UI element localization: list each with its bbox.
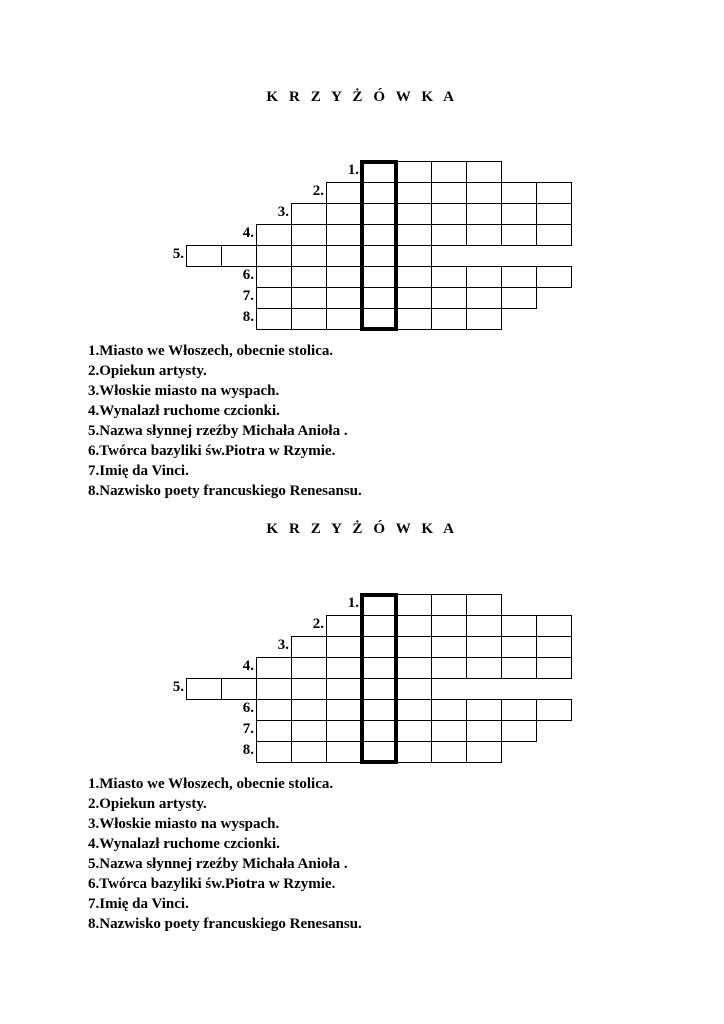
crossword-cell[interactable] <box>536 657 572 679</box>
crossword-cell[interactable] <box>431 287 467 309</box>
clue-7: 7.Imię da Vinci. <box>88 463 189 479</box>
crossword-cell[interactable] <box>326 287 362 309</box>
row-number: 6. <box>242 700 254 716</box>
crossword-cell[interactable] <box>326 203 362 225</box>
crossword-cell[interactable] <box>396 741 432 763</box>
crossword-cell[interactable] <box>466 308 502 330</box>
key-column-frame <box>360 593 398 764</box>
row-number: 2. <box>312 616 324 632</box>
crossword-cell[interactable] <box>431 182 467 204</box>
crossword-cell[interactable] <box>396 699 432 721</box>
crossword-cell[interactable] <box>291 287 327 309</box>
row-number: 8. <box>242 309 254 325</box>
crossword-cell[interactable] <box>466 615 502 637</box>
crossword-cell[interactable] <box>396 245 432 267</box>
row-number: 7. <box>242 288 254 304</box>
crossword-cell[interactable] <box>501 266 537 288</box>
crossword-cell[interactable] <box>256 720 292 742</box>
crossword-cell[interactable] <box>466 636 502 658</box>
crossword-cell[interactable] <box>466 182 502 204</box>
crossword-cell[interactable] <box>396 678 432 700</box>
crossword-cell[interactable] <box>256 741 292 763</box>
row-number: 5. <box>172 679 184 695</box>
crossword-cell[interactable] <box>431 699 467 721</box>
row-number: 3. <box>277 637 289 653</box>
clue-2: 2.Opiekun artysty. <box>88 363 207 379</box>
crossword-cell[interactable] <box>291 224 327 246</box>
crossword-cell[interactable] <box>396 636 432 658</box>
crossword-cell[interactable] <box>536 203 572 225</box>
crossword-cell[interactable] <box>501 657 537 679</box>
crossword-cell[interactable] <box>396 287 432 309</box>
crossword-cell[interactable] <box>501 615 537 637</box>
crossword-cell[interactable] <box>431 161 467 183</box>
crossword-cell[interactable] <box>221 245 257 267</box>
row-number: 4. <box>242 658 254 674</box>
clue-2: 2.Opiekun artysty. <box>88 796 207 812</box>
crossword-cell[interactable] <box>291 245 327 267</box>
crossword-cell[interactable] <box>256 245 292 267</box>
crossword-cell[interactable] <box>431 741 467 763</box>
crossword-cell[interactable] <box>431 615 467 637</box>
crossword-cell[interactable] <box>396 224 432 246</box>
crossword-cell[interactable] <box>431 594 467 616</box>
crossword-cell[interactable] <box>186 678 222 700</box>
crossword-cell[interactable] <box>396 594 432 616</box>
clue-3: 3.Włoskie miasto na wyspach. <box>88 816 280 832</box>
crossword-cell[interactable] <box>291 636 327 658</box>
crossword-cell[interactable] <box>396 308 432 330</box>
crossword-cell[interactable] <box>501 636 537 658</box>
crossword-cell[interactable] <box>396 657 432 679</box>
clue-5: 5.Nazwa słynnej rzeźby Michała Anioła . <box>88 423 348 439</box>
clue-7: 7.Imię da Vinci. <box>88 896 189 912</box>
crossword-cell[interactable] <box>431 203 467 225</box>
crossword-cell[interactable] <box>396 266 432 288</box>
crossword-cell[interactable] <box>501 287 537 309</box>
crossword-cell[interactable] <box>431 636 467 658</box>
row-number: 5. <box>172 246 184 262</box>
crossword-cell[interactable] <box>466 203 502 225</box>
crossword-cell[interactable] <box>291 266 327 288</box>
crossword-cell[interactable] <box>431 266 467 288</box>
crossword-cell[interactable] <box>396 720 432 742</box>
crossword-cell[interactable] <box>466 657 502 679</box>
crossword-cell[interactable] <box>256 224 292 246</box>
clue-4: 4.Wynalazł ruchome czcionki. <box>88 403 280 419</box>
row-number: 1. <box>347 162 359 178</box>
crossword-cell[interactable] <box>466 266 502 288</box>
row-number: 6. <box>242 267 254 283</box>
crossword-cell[interactable] <box>501 699 537 721</box>
row-number: 2. <box>312 183 324 199</box>
crossword-cell[interactable] <box>501 224 537 246</box>
crossword-cell[interactable] <box>326 678 362 700</box>
crossword-cell[interactable] <box>466 720 502 742</box>
crossword-cell[interactable] <box>256 657 292 679</box>
row-number: 1. <box>347 595 359 611</box>
crossword-cell[interactable] <box>326 720 362 742</box>
crossword-cell[interactable] <box>536 699 572 721</box>
clue-5: 5.Nazwa słynnej rzeźby Michała Anioła . <box>88 856 348 872</box>
crossword-cell[interactable] <box>291 203 327 225</box>
puzzle-title: K R Z Y Ż Ó W K A <box>266 521 458 537</box>
crossword-cell[interactable] <box>396 182 432 204</box>
crossword-cell[interactable] <box>291 678 327 700</box>
clue-6: 6.Twórca bazyliki św.Piotra w Rzymie. <box>88 876 336 892</box>
crossword-cell[interactable] <box>326 657 362 679</box>
clue-1: 1.Miasto we Włoszech, obecnie stolica. <box>88 776 334 792</box>
clue-8: 8.Nazwisko poety francuskiego Renesansu. <box>88 483 362 499</box>
crossword-cell[interactable] <box>431 224 467 246</box>
crossword-cell[interactable] <box>536 224 572 246</box>
crossword-cell[interactable] <box>466 287 502 309</box>
crossword-cell[interactable] <box>536 266 572 288</box>
crossword-cell[interactable] <box>291 699 327 721</box>
clue-8: 8.Nazwisko poety francuskiego Renesansu. <box>88 916 362 932</box>
crossword-cell[interactable] <box>256 287 292 309</box>
crossword-cell[interactable] <box>256 266 292 288</box>
clue-1: 1.Miasto we Włoszech, obecnie stolica. <box>88 343 334 359</box>
crossword-cell[interactable] <box>326 636 362 658</box>
crossword-cell[interactable] <box>396 203 432 225</box>
puzzle-title: K R Z Y Ż Ó W K A <box>266 89 458 105</box>
crossword-cell[interactable] <box>466 594 502 616</box>
row-number: 7. <box>242 721 254 737</box>
row-number: 8. <box>242 742 254 758</box>
row-number: 3. <box>277 204 289 220</box>
crossword-cell[interactable] <box>256 678 292 700</box>
clue-4: 4.Wynalazł ruchome czcionki. <box>88 836 280 852</box>
crossword-cell[interactable] <box>326 308 362 330</box>
crossword-cell[interactable] <box>326 615 362 637</box>
clue-3: 3.Włoskie miasto na wyspach. <box>88 383 280 399</box>
crossword-grid <box>0 594 724 764</box>
crossword-cell[interactable] <box>326 266 362 288</box>
crossword-cell[interactable] <box>291 308 327 330</box>
crossword-cell[interactable] <box>536 615 572 637</box>
row-number: 4. <box>242 225 254 241</box>
crossword-cell[interactable] <box>291 741 327 763</box>
crossword-cell[interactable] <box>536 636 572 658</box>
crossword-cell[interactable] <box>326 182 362 204</box>
crossword-cell[interactable] <box>431 657 467 679</box>
crossword-cell[interactable] <box>396 615 432 637</box>
crossword-cell[interactable] <box>256 308 292 330</box>
crossword-cell[interactable] <box>431 720 467 742</box>
crossword-cell[interactable] <box>256 699 292 721</box>
crossword-cell[interactable] <box>501 203 537 225</box>
crossword-cell[interactable] <box>501 720 537 742</box>
key-column-frame <box>360 160 398 331</box>
crossword-cell[interactable] <box>291 657 327 679</box>
crossword-cell[interactable] <box>326 224 362 246</box>
crossword-cell[interactable] <box>466 161 502 183</box>
crossword-cell[interactable] <box>431 308 467 330</box>
crossword-cell[interactable] <box>291 720 327 742</box>
clue-list <box>88 341 688 501</box>
crossword-cell[interactable] <box>186 245 222 267</box>
crossword-grid <box>0 161 724 331</box>
clue-6: 6.Twórca bazyliki św.Piotra w Rzymie. <box>88 443 336 459</box>
crossword-cell[interactable] <box>536 182 572 204</box>
crossword-cell[interactable] <box>326 245 362 267</box>
crossword-cell[interactable] <box>221 678 257 700</box>
crossword-cell[interactable] <box>326 699 362 721</box>
crossword-cell[interactable] <box>326 741 362 763</box>
crossword-cell[interactable] <box>501 182 537 204</box>
crossword-cell[interactable] <box>466 699 502 721</box>
crossword-cell[interactable] <box>466 741 502 763</box>
crossword-cell[interactable] <box>466 224 502 246</box>
crossword-cell[interactable] <box>396 161 432 183</box>
clue-list <box>88 774 688 934</box>
